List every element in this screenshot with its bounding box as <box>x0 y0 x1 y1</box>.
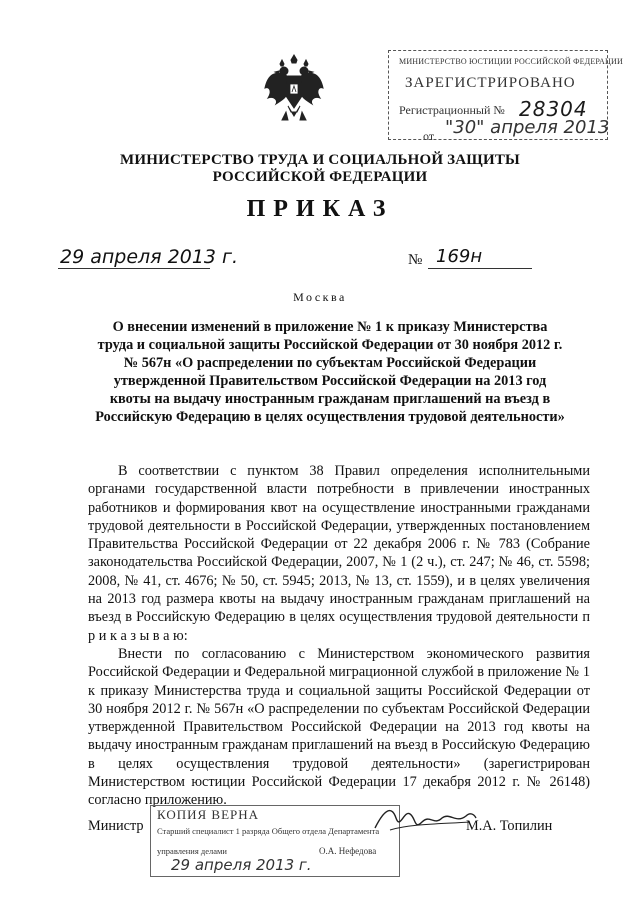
registration-stamp-status: ЗАРЕГИСТРИРОВАНО <box>405 75 576 91</box>
order-number: 169н <box>436 246 483 267</box>
registration-date-label: от <box>423 129 435 143</box>
registration-number: 28304 <box>519 97 588 121</box>
ministry-name-line2: РОССИЙСКОЙ ФЕДЕРАЦИИ <box>212 169 428 185</box>
ministry-name <box>110 152 530 186</box>
order-body <box>88 462 590 810</box>
copy-stamp-date: 29 апреля 2013 г. <box>171 856 312 874</box>
registration-stamp-header: МИНИСТЕРСТВО ЮСТИЦИИ РОССИЙСКОЙ ФЕДЕРАЦИИ <box>399 57 623 66</box>
document-title: ПРИКАЗ <box>246 196 394 222</box>
copy-stamp-official: О.А. Нефедова <box>319 846 377 856</box>
order-date-underline <box>58 268 210 269</box>
copy-stamp-title: КОПИЯ ВЕРНА <box>157 807 260 822</box>
copy-certification-stamp <box>150 805 400 877</box>
signatory-name: М.А. Топилин <box>466 818 553 834</box>
body-paragraph-2: Внести по согласованию с Министерством экономического развития Российской Федерации и Федеральной миграционной службой в приложение № 1 к приказу Министерства труда и социальной защиты Российской Федерации от 30 ноября 2012 г. № 567н «О распределении по субъектам Российской Федерации утвержденной Правительством Российской Федерации на 2013 год квоты на выдачу иностранным гражданам приглашений на въезд в Российскую Федерацию в целях осуществления трудовой деятельности» (зарегистрирован Министерством юстиции Российской Федерации 17 декабря 2012 г. № 26148) согласно приложению. <box>88 645 590 809</box>
order-number-prefix: № <box>408 252 423 268</box>
order-number-underline <box>428 268 532 269</box>
copy-stamp-position-line2: управления делами <box>157 846 227 856</box>
coat-of-arms-icon <box>262 54 326 124</box>
body-paragraph-1: В соответствии с пунктом 38 Правил определения исполнительными органами государственной власти потребности в привлечении иностранных работников и формирования квот на осуществление иностранными гражданами трудовой деятельности в Российской Федерации, утвержденных постановлением Правительства Российской Федерации от 22 декабря 2006 г. № 783 (Собрание законодательства Российской Федерации, 2007, № 1 (2 ч.), ст. 247; № 46, ст. 5598; 2008, № 41, ст. 4676; № 50, ст. 5945; 2013, № 13, ст. 1559), и в целях увеличения на 2013 год размера квоты на выдачу иностранным гражданам приглашений на въезд в Российскую Федерацию в целях осуществления трудовой деятельности п р и к а з ы в а ю: <box>88 463 590 644</box>
city: Москва <box>293 290 347 304</box>
copy-stamp-position-line1: Старший специалист 1 разряда Общего отдела Департамента <box>157 826 380 836</box>
order-date: 29 апреля 2013 г. <box>60 246 239 268</box>
registration-stamp <box>388 50 623 143</box>
order-subject: О внесении изменений в приложение № 1 к приказу Министерства труда и социальной защиты Российской Федерации от 30 ноября 2012 г. № 567н «О распределении по субъектам Российской Федерации утвержденной Правительством Российской Федерации на 2013 год квоты на выдачу иностранным гражданам приглашений на въезд в Российскую Федерацию в целях осуществления трудовой деятельности» <box>95 319 565 425</box>
registration-date: "30" апреля 2013 <box>445 117 610 138</box>
handwritten-signature <box>370 800 480 840</box>
registration-number-label: Регистрационный № <box>399 103 505 117</box>
signatory-position: Министр <box>88 818 144 834</box>
ministry-name-line1: МИНИСТЕРСТВО ТРУДА И СОЦИАЛЬНОЙ ЗАЩИТЫ <box>120 152 520 168</box>
